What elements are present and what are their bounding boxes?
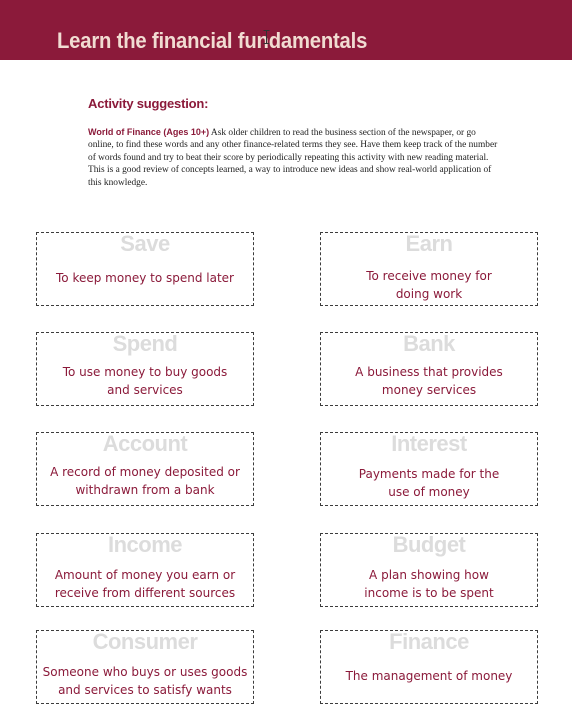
card-term: Spend: [112, 331, 178, 356]
card-definition: Amount of money you earn or receive from different sources: [54, 568, 236, 600]
card-definition: A record of money deposited or withdrawn from a bank: [50, 465, 240, 497]
card-definition: A business that provides money services: [355, 365, 503, 397]
activity-text: [88, 126, 498, 189]
card-definition: A plan showing how income is to be spent: [364, 568, 494, 600]
card-term: Interest: [391, 431, 467, 456]
card-definition: Payments made for the use of money: [358, 467, 500, 499]
page-title: Learn the financial fundamentals: [57, 28, 368, 53]
term-card: [36, 332, 254, 406]
card-term: Account: [102, 431, 188, 456]
activity-heading: Activity suggestion:: [88, 96, 209, 111]
card-definition: Someone who buys or uses goods and services to satisfy wants: [42, 665, 248, 697]
term-card: [36, 232, 254, 306]
card-term: Earn: [405, 231, 453, 256]
activity-body: Ask older children to read the business section of the newspaper, or go online, to find these words and any other finance-related terms they see. Have them keep track of the number of words found and try to beat their score by periodically repeating this activity with new reading material. This is a good review of concepts learned, a way to introduce new ideas and show real-world application of this knowledge.: [88, 128, 498, 188]
term-card: [320, 432, 538, 506]
card-term: Finance: [389, 629, 469, 654]
card-term: Income: [107, 532, 183, 557]
card-definition: To keep money to spend later: [56, 271, 234, 285]
term-card: [36, 432, 254, 506]
term-card: [36, 533, 254, 607]
term-card: [36, 630, 254, 704]
card-term: Save: [120, 231, 170, 256]
card-term: Consumer: [92, 629, 198, 654]
text-cursor-icon: [263, 30, 270, 44]
activity-lead: World of Finance (Ages 10+): [88, 127, 210, 137]
term-card: [320, 332, 538, 406]
card-definition: The management of money: [345, 669, 513, 683]
term-card: [320, 533, 538, 607]
card-term: Budget: [392, 532, 466, 557]
card-definition: To use money to buy goods and services: [62, 365, 228, 397]
card-definition: To receive money for doing work: [366, 269, 492, 301]
header-banner: [0, 0, 572, 60]
term-card: [320, 630, 538, 704]
card-term: Bank: [403, 331, 455, 356]
term-card: [320, 232, 538, 306]
